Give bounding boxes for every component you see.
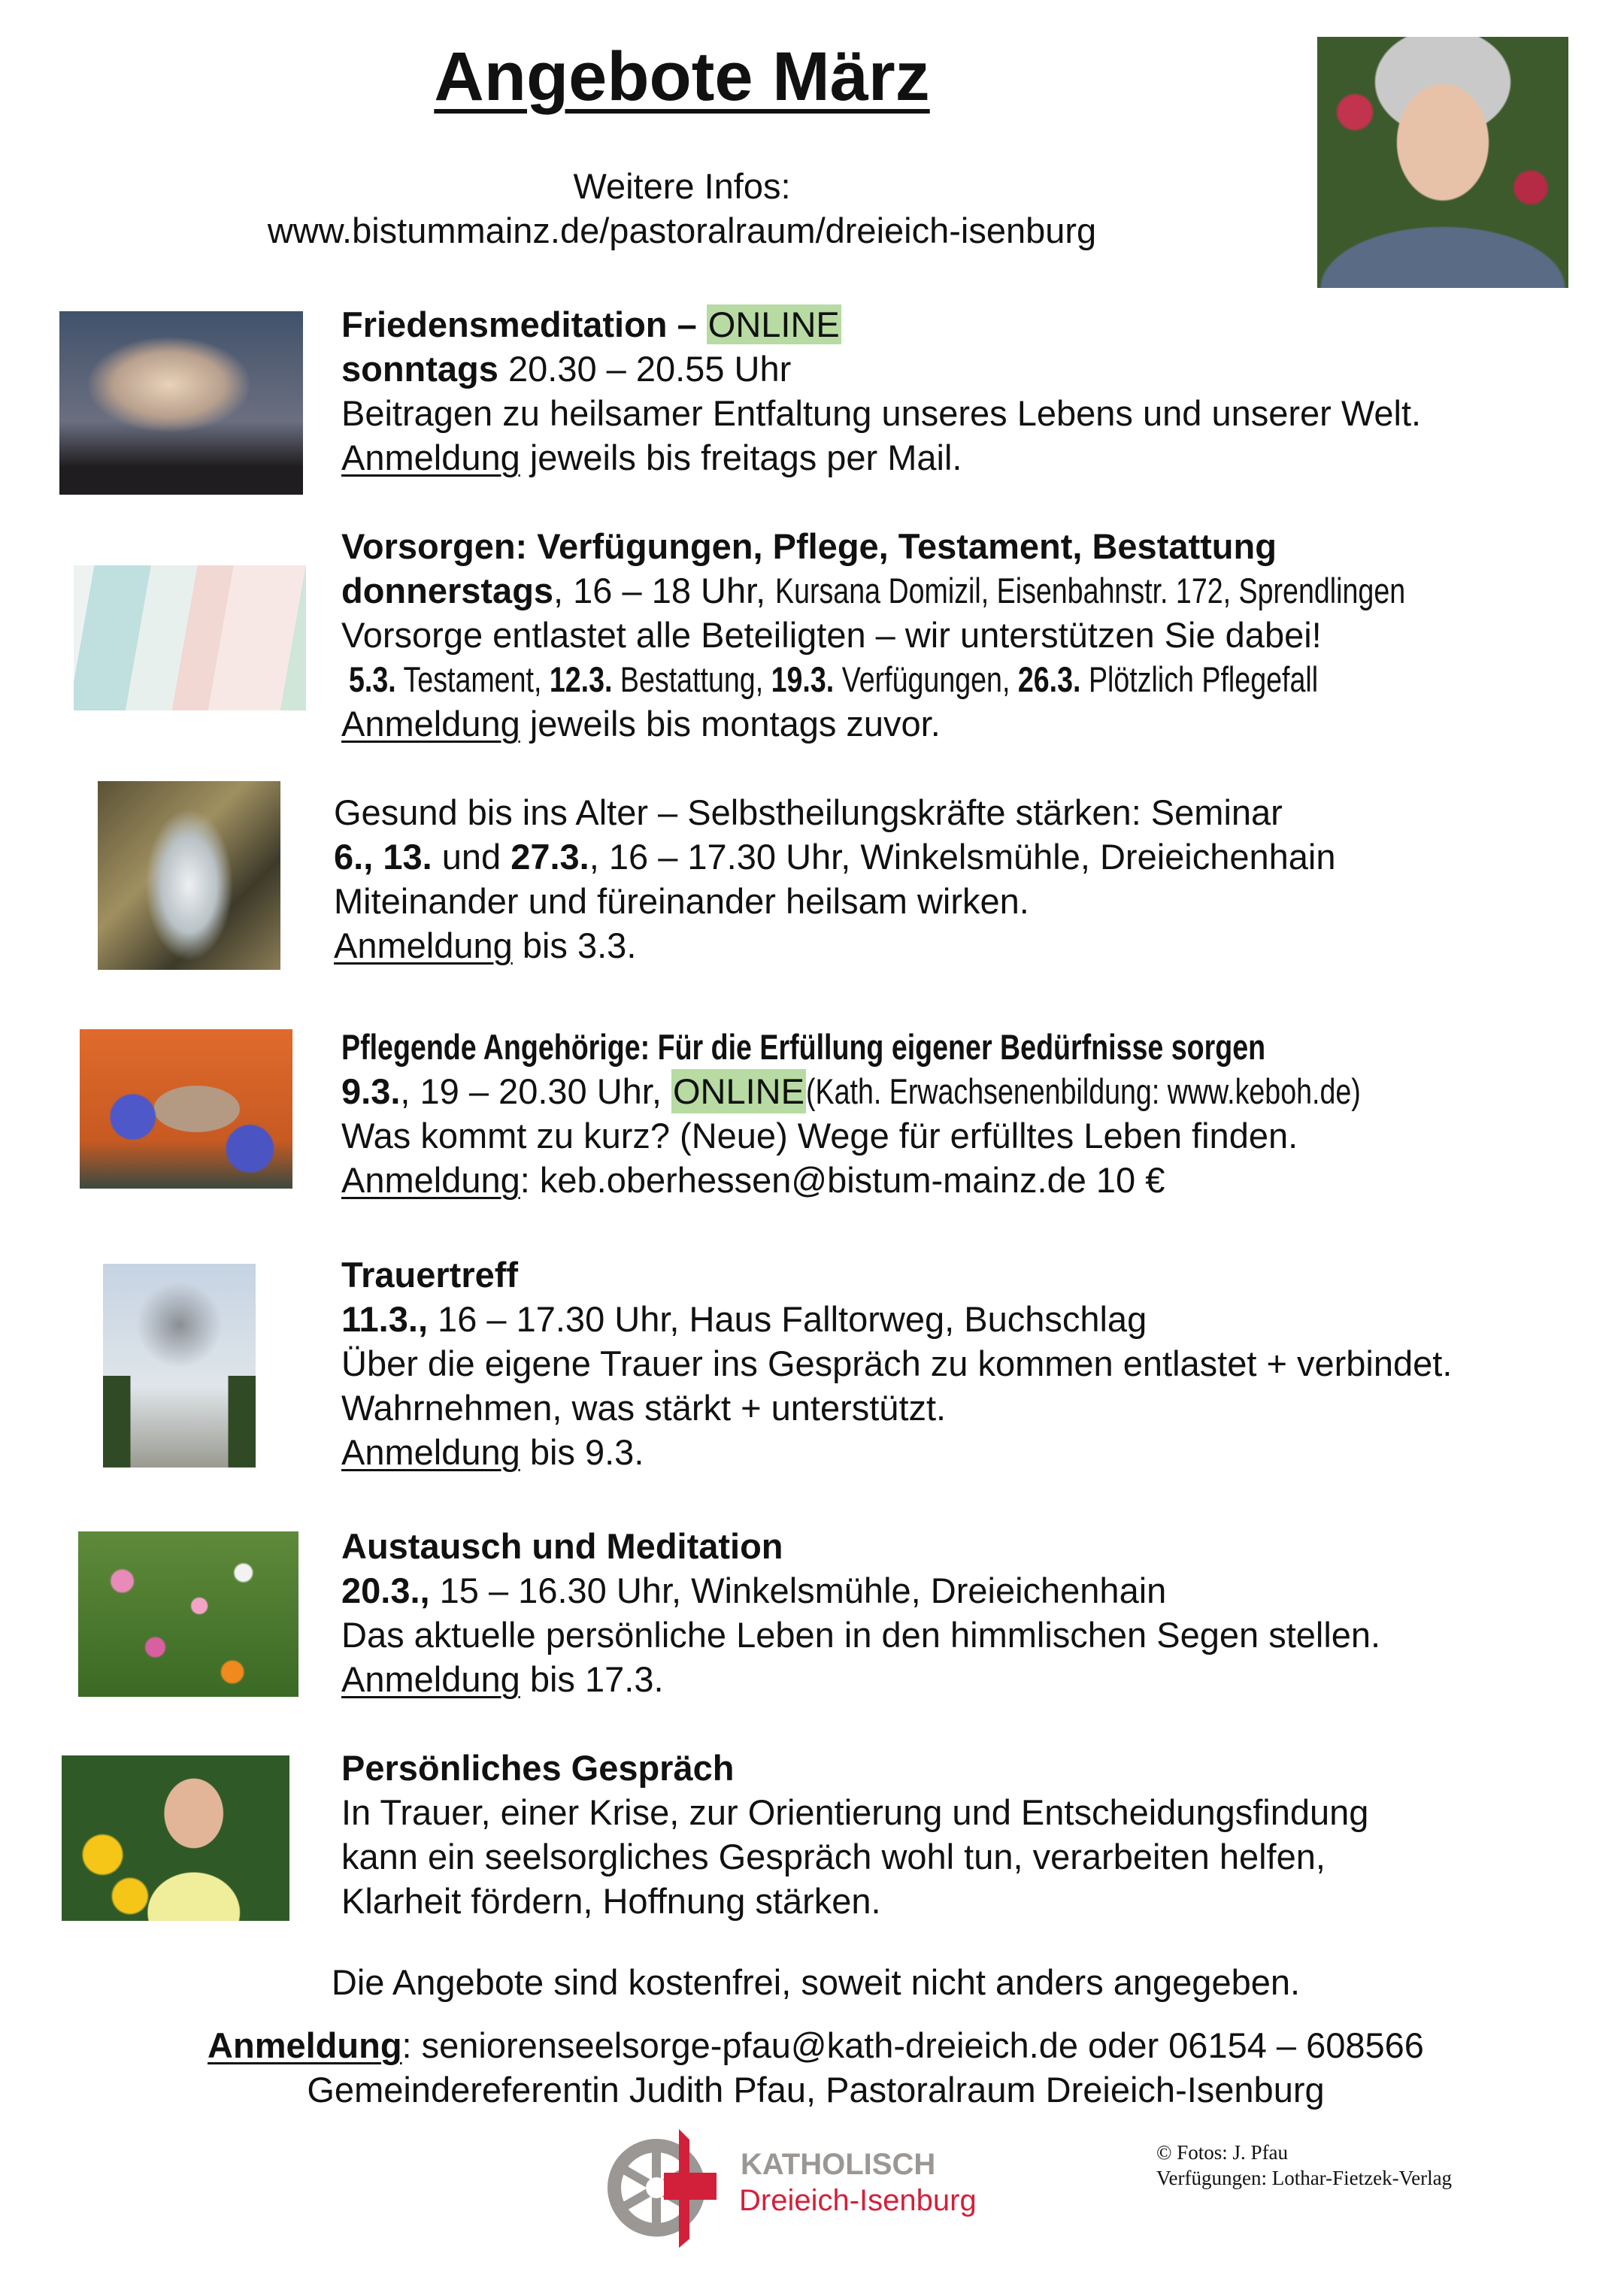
sections-2-mid: und xyxy=(432,837,511,877)
text-line xyxy=(341,1568,1380,1613)
sections-1-dates-1-t: Bestattung, xyxy=(612,659,771,699)
sections-1-dates-3-d: 26.3. xyxy=(1017,659,1081,699)
sections-2-reg_label: Anmeldung xyxy=(334,925,513,965)
sections-0-title: Friedensmeditation – xyxy=(341,304,707,344)
sections-2-reg: bis 3.3. xyxy=(512,925,637,965)
text-line xyxy=(341,1297,1452,1341)
sections-1-reg: jeweils bis montags zuvor. xyxy=(520,704,941,744)
text-line xyxy=(341,302,1421,347)
sections-2-title: Gesund bis ins Alter – Selbstheilungskräfte stärken: Seminar xyxy=(334,792,1283,832)
sections-5-when: 15 – 16.30 Uhr, Winkelsmühle, Dreieichenhain xyxy=(429,1571,1167,1610)
sections-3-org: (Kath. Erwachsenenbildung: www.keboh.de) xyxy=(805,1071,1361,1111)
contact-person: Gemeindereferentin Judith Pfau, Pastoralraum Dreieich-Isenburg xyxy=(307,2070,1325,2110)
text-line xyxy=(341,1158,1499,1202)
sections-3-reg: : keb.oberhessen@bistum-mainz.de 10 € xyxy=(520,1160,1165,1200)
sections-4-desc: Über die eigene Trauer ins Gespräch zu kommen entlastet + verbindet. xyxy=(341,1343,1453,1383)
sections-1-dates-0-t: Testament, xyxy=(395,659,550,699)
section-trauertreff xyxy=(341,1253,1452,1474)
text-line xyxy=(341,568,1563,613)
sections-0-desc: Beitragen zu heilsamer Entfaltung unseres Lebens und unserer Welt. xyxy=(341,393,1422,433)
sections-4-reg_label: Anmeldung xyxy=(341,1432,520,1472)
logo-line2: Dreieich-Isenburg xyxy=(739,2184,977,2217)
sections-6-lines-1: kann ein seelsorgliches Gespräch wohl tun, verarbeiten helfen, xyxy=(341,1837,1326,1876)
page-title: Angebote März xyxy=(434,38,930,115)
section-friedensmeditation xyxy=(341,302,1421,480)
sections-5-reg_label: Anmeldung xyxy=(341,1659,520,1699)
sections-4-when: 16 – 17.30 Uhr, Haus Falltorweg, Buchschlag xyxy=(428,1299,1147,1339)
sections-3-desc: Was kommt zu kurz? (Neue) Wege für erfülltes Leben finden. xyxy=(341,1116,1298,1156)
text-line xyxy=(341,1025,1499,1069)
sections-6-title: Persönliches Gespräch xyxy=(341,1748,735,1788)
flower-meadow-photo xyxy=(78,1531,298,1697)
info-label: Weitere Infos: xyxy=(573,166,791,206)
text-line xyxy=(341,347,1421,391)
info-url[interactable]: www.bistummainz.de/pastoralraum/dreieich-isenburg xyxy=(267,211,1097,250)
sections-4-title: Trauertreff xyxy=(341,1255,519,1295)
free-note: Die Angebote sind kostenfrei, soweit nicht anders angegeben. xyxy=(331,1962,1301,2002)
text-line xyxy=(341,435,1421,480)
tree-gate-photo xyxy=(103,1264,256,1468)
sections-0-reg: jeweils bis freitags per Mail. xyxy=(520,438,962,477)
online-badge: ONLINE xyxy=(707,304,840,344)
sections-1-dates-2-t: Verfügungen, xyxy=(834,659,1018,699)
sections-2-d2: 27.3. xyxy=(511,837,589,877)
sections-1-when: , 16 – 18 Uhr, xyxy=(553,571,776,610)
waterfall-photo xyxy=(98,781,280,970)
sections-3-online: ONLINE xyxy=(671,1069,806,1113)
text-line xyxy=(341,657,1563,701)
footer-reg_label: Anmeldung xyxy=(208,2025,402,2065)
logo-line1: KATHOLISCH xyxy=(741,2148,936,2181)
credits-0: © Fotos: J. Pfau xyxy=(1156,2141,1289,2164)
sections-5-desc: Das aktuelle persönliche Leben in den himmlischen Segen stellen. xyxy=(341,1615,1381,1655)
sections-6-lines-2: Klarheit fördern, Hoffnung stärken. xyxy=(341,1881,881,1921)
sections-5-when_bold: 20.3., xyxy=(341,1571,430,1610)
sections-1-when_bold: donnerstags xyxy=(341,571,554,610)
sections-4-when_bold: 11.3., xyxy=(341,1299,428,1339)
sections-1-desc: Vorsorge entlastet alle Beteiligten – wir unterstützen Sie dabei! xyxy=(341,615,1322,655)
pansies-photo xyxy=(80,1029,292,1189)
sections-1-dates-2-d: 19.3. xyxy=(771,659,835,699)
sections-3-title: Pflegende Angehörige: Für die Erfüllung eigener Bedürfnisse sorgen xyxy=(341,1027,1266,1067)
section-persoenliches-gespraech xyxy=(341,1746,1368,1923)
sections-1-reg_label: Anmeldung xyxy=(341,704,520,744)
sections-5-reg: bis 17.3. xyxy=(520,1659,664,1699)
sections-1-dates-1-d: 12.3. xyxy=(549,659,613,699)
sections-3-reg_label: Anmeldung xyxy=(341,1160,520,1200)
logo-wheel-cross-icon xyxy=(605,2126,989,2250)
sections-1-dates-3-t: Plötzlich Pflegefall xyxy=(1080,659,1319,699)
section-vorsorgen xyxy=(341,524,1563,746)
sections-3-when: , 19 – 20.30 Uhr, xyxy=(400,1071,671,1111)
text-line xyxy=(341,701,1563,746)
sections-4-reg: bis 9.3. xyxy=(520,1432,644,1472)
sections-6-lines-0: In Trauer, einer Krise, zur Orientierung und Entscheidungsfindung xyxy=(341,1792,1369,1832)
text-line xyxy=(341,1430,1452,1474)
sections-1-place: Kursana Domizil, Eisenbahnstr. 172, Sprendlingen xyxy=(775,571,1406,610)
registration-contact xyxy=(0,2023,1624,2067)
sections-1-dates-0-d: 5.3. xyxy=(349,659,396,699)
sections-4-desc2: Wahrnehmen, was stärkt + unterstützt. xyxy=(341,1388,947,1428)
sections-5-title: Austausch und Meditation xyxy=(341,1526,783,1566)
credits-1: Verfügungen: Lothar-Fietzek-Verlag xyxy=(1156,2167,1453,2189)
photo-credits xyxy=(1156,2140,1452,2191)
text-line xyxy=(341,1657,1380,1701)
logo xyxy=(605,2126,989,2250)
documents-photo xyxy=(74,565,306,710)
text-line xyxy=(334,923,1336,968)
sections-1-title: Vorsorgen: Verfügungen, Pflege, Testament, Bestattung xyxy=(341,526,1277,566)
sections-2-d1: 6., 13. xyxy=(334,837,432,877)
sections-3-when_bold: 9.3. xyxy=(341,1071,401,1111)
footer-reg: : seniorenseelsorge-pfau@kath-dreieich.de oder 06154 – 608566 xyxy=(401,2025,1424,2065)
sections-2-when: , 16 – 17.30 Uhr, Winkelsmühle, Dreieichenhain xyxy=(589,837,1336,877)
cloud-photo xyxy=(59,311,303,495)
registration-label: Anmeldung xyxy=(341,438,520,477)
section-pflegende-angehoerige xyxy=(341,1025,1499,1202)
sections-0-when: 20.30 – 20.55 Uhr xyxy=(498,349,792,389)
text-line xyxy=(341,1069,1499,1113)
person-sunflowers-photo xyxy=(62,1755,289,1921)
sections-0-when_bold: sonntags xyxy=(341,349,498,389)
section-austausch xyxy=(341,1524,1380,1701)
portrait-photo xyxy=(1317,37,1568,288)
text-line xyxy=(334,834,1336,879)
section-gesund xyxy=(334,790,1336,968)
sections-2-desc: Miteinander und füreinander heilsam wirken. xyxy=(334,881,1029,921)
